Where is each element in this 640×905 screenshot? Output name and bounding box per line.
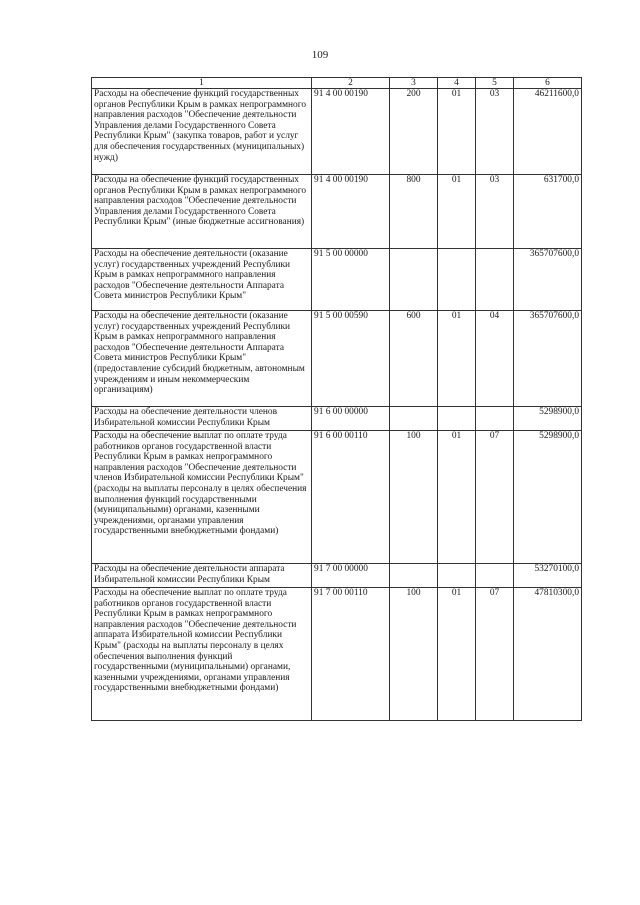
target-code-cell: 91 7 00 00110 [312,588,390,721]
subsection-cell: 03 [476,175,514,249]
amount-cell: 53270100,0 [514,564,582,588]
expense-type-cell: 600 [390,311,438,407]
header-cell: 3 [390,78,438,89]
expense-type-cell [390,407,438,431]
table-row [92,407,582,431]
amount-cell: 46211600,0 [514,89,582,175]
target-code-cell: 91 4 00 00190 [312,89,390,175]
description-cell: Расходы на обеспечение деятельности аппарата Избирательной комиссии Республики Крым [92,564,312,588]
budget-table [91,77,582,721]
subsection-cell: 07 [476,431,514,564]
subsection-cell: 07 [476,588,514,721]
subsection-cell [476,564,514,588]
header-cell: 4 [438,78,476,89]
section-cell: 01 [438,431,476,564]
expense-type-cell: 100 [390,588,438,721]
amount-cell: 47810300,0 [514,588,582,721]
page-number: 109 [311,49,329,61]
table-row [92,431,582,564]
subsection-cell [476,249,514,311]
section-cell [438,564,476,588]
description-cell: Расходы на обеспечение выплат по оплате труда работников органов государственной власти Республики Крым в рамках непрограммного направления расходов "Обеспечение деятельности аппарата Избирательной комиссии Республики Крым" (расходы на выплаты персоналу в целях обеспечения выполнения функций государственными (муниципальными) органами, казенными учреждениями, органами управления государственными внебюджетными фондами) [92,588,312,721]
header-cell: 6 [514,78,582,89]
subsection-cell [476,407,514,431]
expense-type-cell [390,249,438,311]
table-row [92,311,582,407]
header-cell: 2 [312,78,390,89]
section-cell [438,407,476,431]
expense-type-cell: 100 [390,431,438,564]
section-cell: 01 [438,311,476,407]
expense-type-cell: 800 [390,175,438,249]
description-cell: Расходы на обеспечение деятельности (оказание услуг) государственных учреждений Республики Крым в рамках непрограммного направления расходов "Обеспечение деятельности Аппарата Совета министров Республики Крым" (предоставление субсидий бюджетным, автономным учреждениям и иным некоммерческим организациям) [92,311,312,407]
description-cell: Расходы на обеспечение функций государственных органов Республики Крым в рамках непрограммного направления расходов "Обеспечение деятельности Управления делами Государственного Совета Республики Крым" (иные бюджетные ассигнования) [92,175,312,249]
amount-cell: 365707600,0 [514,249,582,311]
amount-cell: 5298900,0 [514,407,582,431]
expense-type-cell: 200 [390,89,438,175]
target-code-cell: 91 7 00 00000 [312,564,390,588]
section-cell [438,249,476,311]
description-cell: Расходы на обеспечение деятельности (оказание услуг) государственных учреждений Республики Крым в рамках непрограммного направления расходов "Обеспечение деятельности Аппарата Совета министров Республики Крым" [92,249,312,311]
subsection-cell: 04 [476,311,514,407]
table-row [92,588,582,721]
target-code-cell: 91 5 00 00000 [312,249,390,311]
target-code-cell: 91 6 00 00000 [312,407,390,431]
amount-cell: 631700,0 [514,175,582,249]
section-cell: 01 [438,588,476,721]
header-cell: 5 [476,78,514,89]
section-cell: 01 [438,89,476,175]
subsection-cell: 03 [476,89,514,175]
table-row [92,175,582,249]
table-row [92,89,582,175]
expense-type-cell [390,564,438,588]
description-cell: Расходы на обеспечение деятельности членов Избирательной комиссии Республики Крым [92,407,312,431]
target-code-cell: 91 6 00 00110 [312,431,390,564]
table-row [92,564,582,588]
description-cell: Расходы на обеспечение выплат по оплате труда работников органов государственной власти Республики Крым в рамках непрограммного направления расходов "Обеспечение деятельности членов Избирательной комиссии Республики Крым" (расходы на выплаты персоналу в целях обеспечения выполнения функций государственными (муниципальными) органами, казенными учреждениями, органами управления государственными внебюджетными фондами) [92,431,312,564]
section-cell: 01 [438,175,476,249]
header-cell: 1 [92,78,312,89]
description-cell: Расходы на обеспечение функций государственных органов Республики Крым в рамках непрограммного направления расходов "Обеспечение деятельности Управления делами Государственного Совета Республики Крым" (закупка товаров, работ и услуг для обеспечения государственных (муниципальных) нужд) [92,89,312,175]
target-code-cell: 91 5 00 00590 [312,311,390,407]
table-header-row [92,78,582,89]
amount-cell: 5298900,0 [514,431,582,564]
table-row [92,249,582,311]
amount-cell: 365707600,0 [514,311,582,407]
target-code-cell: 91 4 00 00190 [312,175,390,249]
